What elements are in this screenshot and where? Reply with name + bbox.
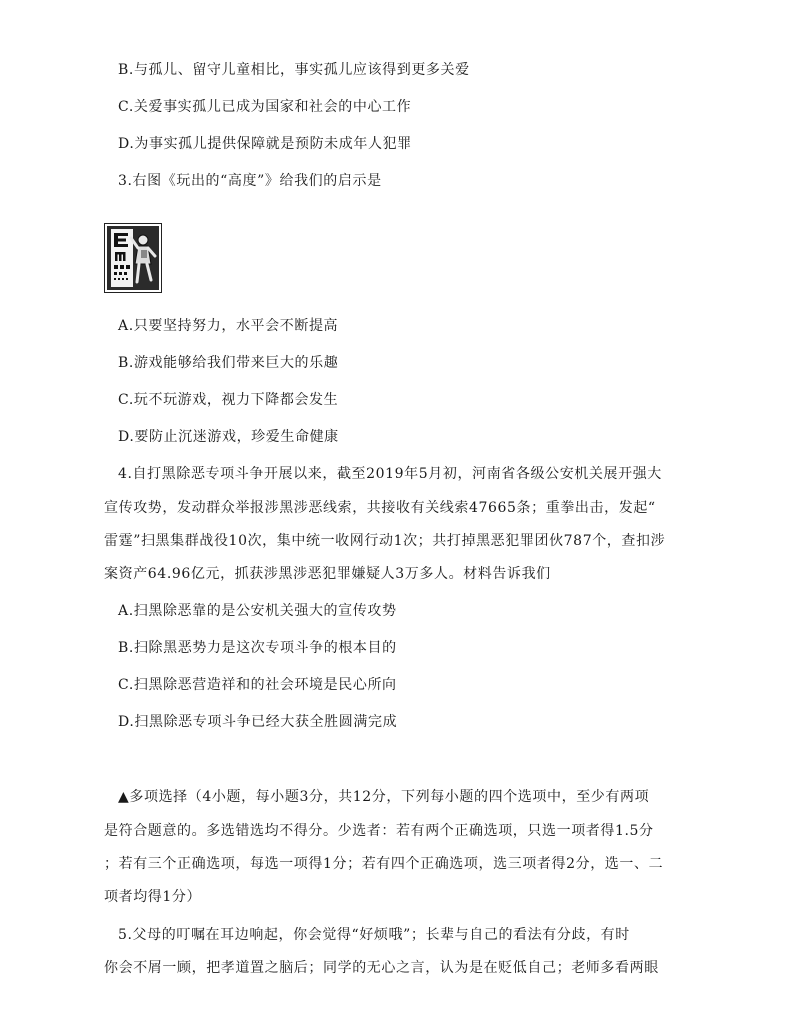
q3-option-b: B.游戏能够给我们带来巨大的乐趣 — [118, 355, 339, 371]
q4-option-c: C.扫黑除恶营造祥和的社会环境是民心所向 — [118, 677, 397, 693]
cartoon-figure — [104, 223, 162, 293]
q3-option-a: A.只要坚持努力，水平会不断提高 — [118, 318, 339, 334]
section2-instructions-line-1: ▲多项选择（4小题，每小题3分，共12分，下列每小题的四个选项中，至少有两项 — [118, 789, 650, 805]
q3-option-d: D.要防止沉迷游戏，珍爱生命健康 — [118, 429, 339, 445]
q2-option-d: D.为事实孤儿提供保障就是预防未成年人犯罪 — [118, 136, 412, 152]
q5-stem-line-2: 你会不屑一顾，把孝道置之脑后；同学的无心之言，认为是在贬低自己；老师多看两眼 — [104, 960, 659, 976]
q2-option-c: C.关爱事实孤儿已成为国家和社会的中心工作 — [118, 99, 412, 115]
q4-stem-line-3: 雷霆”扫黑集群战役10次，集中统一收网行动1次；共打掉黑恶犯罪团伙787个，查扣涉 — [104, 533, 666, 549]
q4-stem-line-4: 案资产64.96亿元，抓获涉黑涉恶犯罪嫌疑人3万多人。材料告诉我们 — [104, 566, 551, 582]
q4-option-b: B.扫除黑恶势力是这次专项斗争的根本目的 — [118, 640, 397, 656]
q4-stem-line-1: 4.自打黑除恶专项斗争开展以来，截至2019年5月初，河南省各级公安机关展开强大 — [118, 466, 662, 482]
q4-option-d: D.扫黑除恶专项斗争已经大获全胜圆满完成 — [118, 714, 398, 730]
cartoon-eye-chart-icon — [105, 224, 161, 292]
q4-stem-line-2: 宣传攻势，发动群众举报涉黑涉恶线索，共接收有关线索47665条；重拳出击，发起“ — [104, 500, 656, 516]
section2-instructions-line-2: 是符合题意的。多选错选均不得分。少选者：若有两个正确选项，只选一项者得1.5分 — [104, 823, 654, 839]
section2-instructions-line-3: ；若有三个正确选项，每选一项得1分；若有四个正确选项，选三项者得2分，选一、二 — [104, 856, 664, 872]
q3-stem: 3.右图《玩出的“高度”》给我们的启示是 — [118, 173, 382, 189]
q5-stem-line-1: 5.父母的叮嘱在耳边响起，你会觉得“好烦哦”；长辈与自己的看法有分歧，有时 — [118, 927, 630, 943]
section2-instructions-line-4: 项者均得1分） — [104, 889, 202, 905]
q3-option-c: C.玩不玩游戏，视力下降都会发生 — [118, 392, 339, 408]
q2-option-b: B.与孤儿、留守儿童相比，事实孤儿应该得到更多关爱 — [118, 62, 470, 78]
q4-option-a: A.扫黑除恶靠的是公安机关强大的宣传攻势 — [118, 603, 397, 619]
